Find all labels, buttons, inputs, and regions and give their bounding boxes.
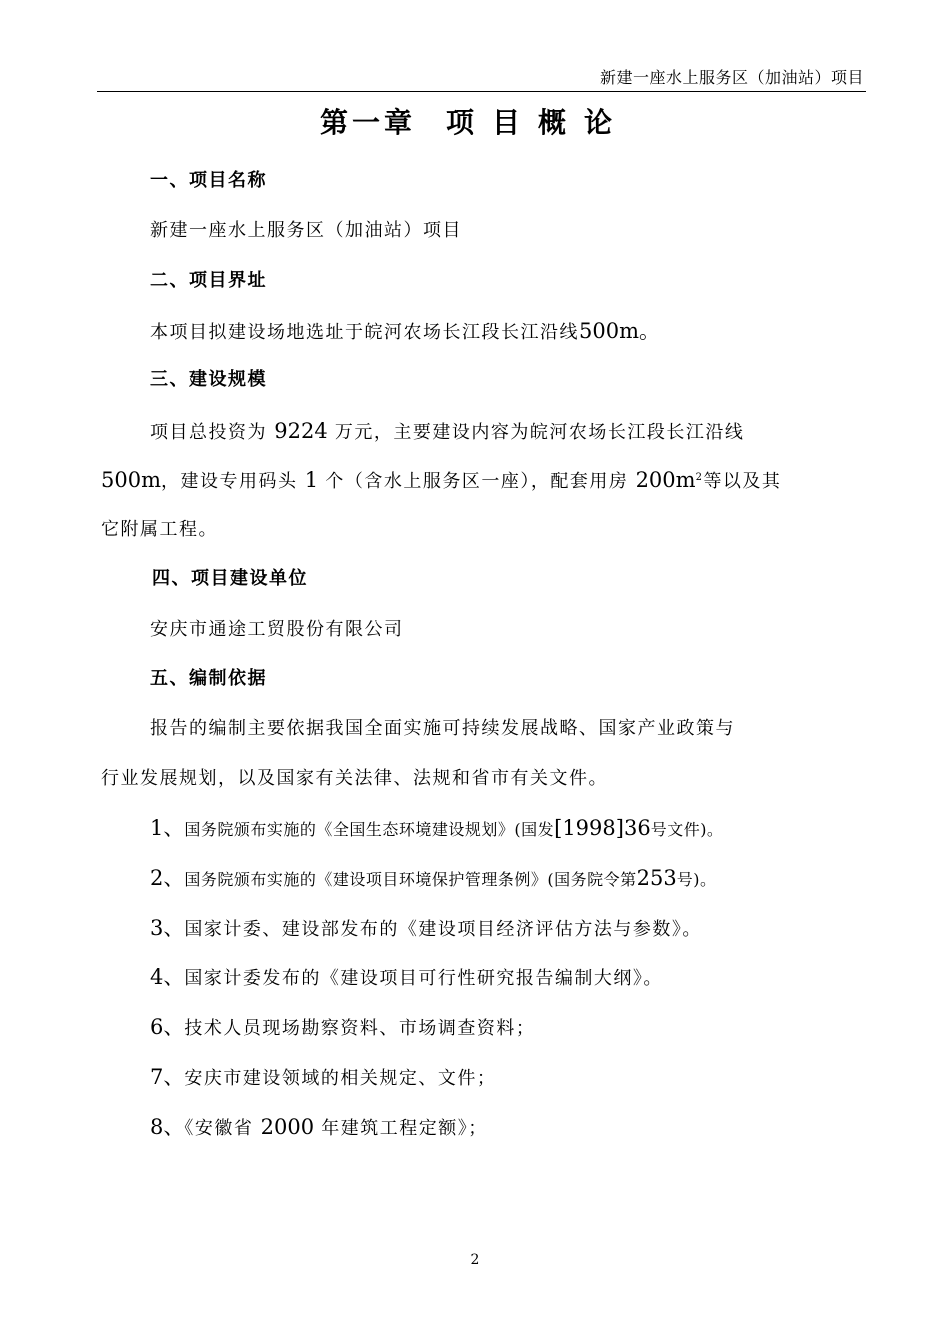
- document-year: 2000: [260, 1115, 315, 1139]
- investment-amount: 9224: [274, 419, 328, 443]
- scale-text-b: 万元，主要建设内容为皖河农场长江段长江沿线: [327, 422, 745, 443]
- section-heading-compilation-basis: 五、编制依据: [150, 668, 267, 689]
- site-text: 本项目拟建设场地选址于皖河农场长江段长江沿线: [150, 322, 579, 343]
- scale-line-3: 它附属工程。: [101, 519, 218, 540]
- document-number: 253: [636, 866, 677, 890]
- list-item: [150, 1116, 488, 1140]
- list-item-number: 1、: [150, 816, 185, 840]
- list-item-text: 《安徽省: [184, 1118, 261, 1139]
- building-area: 200m: [635, 468, 696, 492]
- section-heading-project-name: 一、项目名称: [150, 170, 267, 191]
- list-item: [150, 966, 663, 990]
- project-site-text: [150, 320, 660, 344]
- scale-text-c: ，建设专用码头: [161, 471, 305, 492]
- list-item-text: 安庆市建设领域的相关规定、文件；: [184, 1068, 497, 1089]
- chapter-name: 项目概论: [446, 106, 631, 139]
- list-item: [150, 1066, 496, 1090]
- list-item: [150, 917, 702, 941]
- list-item-number: 6、: [150, 1015, 185, 1039]
- scale-text-d: 个（含水上服务区一座），配套用房: [318, 471, 636, 492]
- list-item-text-end: 号)。: [676, 870, 717, 889]
- scale-line-2: [101, 469, 781, 493]
- project-name-text: 新建一座水上服务区（加油站）项目: [150, 220, 462, 241]
- list-item-text: 国务院颁布实施的《建设项目环境保护管理条例》(国务院令第: [184, 870, 637, 889]
- list-item-number: 7、: [150, 1065, 185, 1089]
- scale-line-1: [150, 420, 744, 444]
- basis-intro-line-1: 报告的编制主要依据我国全面实施可持续发展战略、国家产业政策与: [150, 718, 735, 739]
- header-divider: [97, 91, 866, 92]
- list-item-text: 国务院颁布实施的《全国生态环境建设规划》(国发: [184, 820, 555, 839]
- scale-text-a: 项目总投资为: [150, 422, 275, 443]
- list-item-number: 2、: [150, 866, 185, 890]
- list-item-number: 4、: [150, 965, 185, 989]
- chapter-title: [0, 106, 950, 140]
- list-item-text-end: 号文件)。: [650, 820, 724, 839]
- running-header: 新建一座水上服务区（加油站）项目: [599, 68, 864, 87]
- area-superscript: 2: [695, 472, 704, 483]
- list-item-number: 3、: [150, 916, 185, 940]
- construction-unit-text: 安庆市通途工贸股份有限公司: [150, 619, 404, 640]
- section-heading-construction-scale: 三、建设规模: [150, 369, 267, 390]
- section-heading-project-site: 二、项目界址: [150, 270, 267, 291]
- section-heading-construction-unit: 四、项目建设单位: [152, 568, 308, 589]
- scale-text-e: 等以及其: [703, 471, 782, 492]
- page-number: 2: [470, 1252, 480, 1268]
- shoreline-length: 500m: [101, 468, 161, 492]
- list-item: [150, 867, 716, 891]
- list-item-number: 8、: [150, 1115, 185, 1139]
- basis-intro-line-2: 行业发展规划，以及国家有关法律、法规和省市有关文件。: [101, 768, 608, 789]
- list-item: [150, 1016, 535, 1040]
- list-item-text: 国家计委、建设部发布的《建设项目经济评估方法与参数》。: [184, 919, 702, 940]
- wharf-count: 1: [304, 468, 319, 492]
- list-item: [150, 817, 723, 841]
- document-number: [1998]36: [554, 816, 651, 840]
- chapter-number: 第一章: [319, 106, 416, 139]
- list-item-text: 技术人员现场勘察资料、市场调查资料；: [184, 1018, 536, 1039]
- list-item-text: 国家计委发布的《建设项目可行性研究报告编制大纲》。: [184, 968, 663, 989]
- list-item-text-end: 年建筑工程定额》；: [314, 1118, 488, 1139]
- site-length: 500m。: [579, 319, 660, 343]
